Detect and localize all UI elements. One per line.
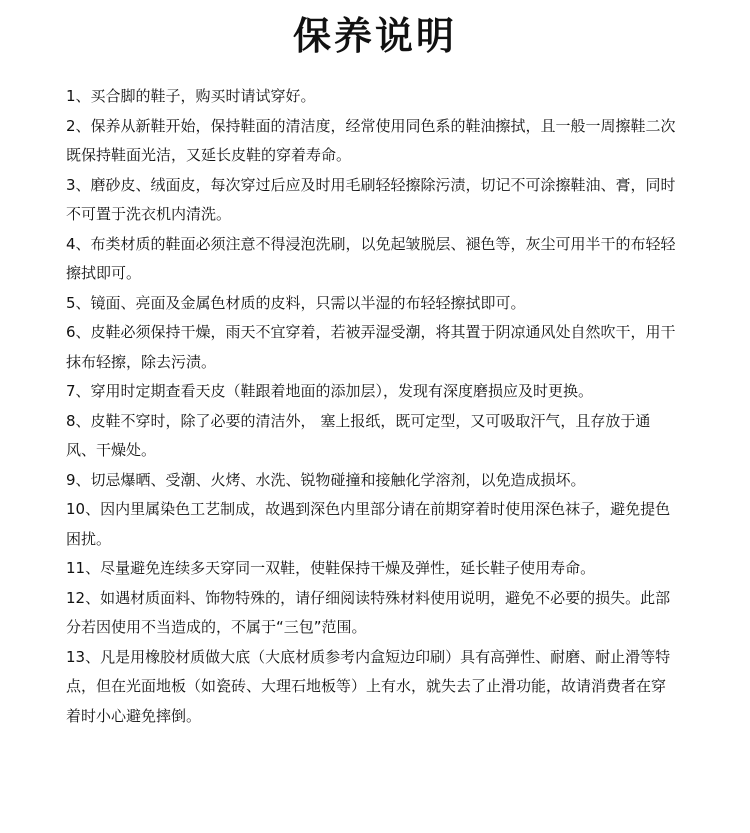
instruction-item-5: 5、镜面、亮面及金属色材质的皮料，只需以半湿的布轻轻擦拭即可。 <box>66 293 526 312</box>
instruction-item-4: 4、布类材质的鞋面必须注意不得浸泡洗刷，以免起皱脱层、褪色等，灰尘可用半干的布轻轻擦拭即可。 <box>66 234 676 282</box>
instruction-item-8: 8、皮鞋不穿时，除了必要的清洁外， 塞上报纸，既可定型，又可吸取汗气，且存放于通风、干燥处。 <box>66 411 651 459</box>
instruction-item-1: 1、买合脚的鞋子，购买时请试穿好。 <box>66 87 316 105</box>
instruction-item-10: 10、因内里属染色工艺制成，故遇到深色内里部分请在前期穿着时使用深色袜子，避免提色困扰。 <box>66 500 671 548</box>
instruction-item-7: 7、穿用时定期查看天皮（鞋跟着地面的添加层），发现有深度磨损应及时更换。 <box>66 382 594 400</box>
instruction-item-13: 13、凡是用橡胶材质做大底（大底材质参考内盒短边印刷）具有高弹性、耐磨、耐止滑等特点，但在光面地板（如瓷砖、大理石地板等）上有水，就失去了止滑功能，故请消费者在穿着时小心避免摔倒。 <box>66 647 671 725</box>
instruction-item-9: 9、切忌爆晒、受潮、火烤、水洗、锐物碰撞和接触化学溶剂，以免造成损坏。 <box>66 470 586 489</box>
instruction-item-3: 3、磨砂皮、绒面皮，每次穿过后应及时用毛刷轻轻擦除污渍，切记不可涂擦鞋油、膏，同时不可置于洗衣机内清洗。 <box>66 175 676 223</box>
instruction-item-6: 6、皮鞋必须保持干燥，雨天不宜穿着，若被弄湿受潮，将其置于阴凉通风处自然吹干，用干抹布轻擦，除去污渍。 <box>66 323 676 371</box>
instruction-item-11: 11、尽量避免连续多天穿同一双鞋，使鞋保持干燥及弹性，延长鞋子使用寿命。 <box>66 559 596 577</box>
instruction-item-12: 12、如遇材质面料、饰物特殊的，请仔细阅读特殊材料使用说明，避免不必要的损失。此部分若因使用不当造成的，不属于“三包”范围。 <box>66 588 671 636</box>
instruction-list <box>66 82 676 731</box>
page-title: 保养说明 <box>292 14 457 58</box>
instruction-item-2: 2、保养从新鞋开始，保持鞋面的清洁度，经常使用同色系的鞋油擦拭，且一般一周擦鞋二次既保持鞋面光洁，又延长皮鞋的穿着寿命。 <box>66 116 676 164</box>
